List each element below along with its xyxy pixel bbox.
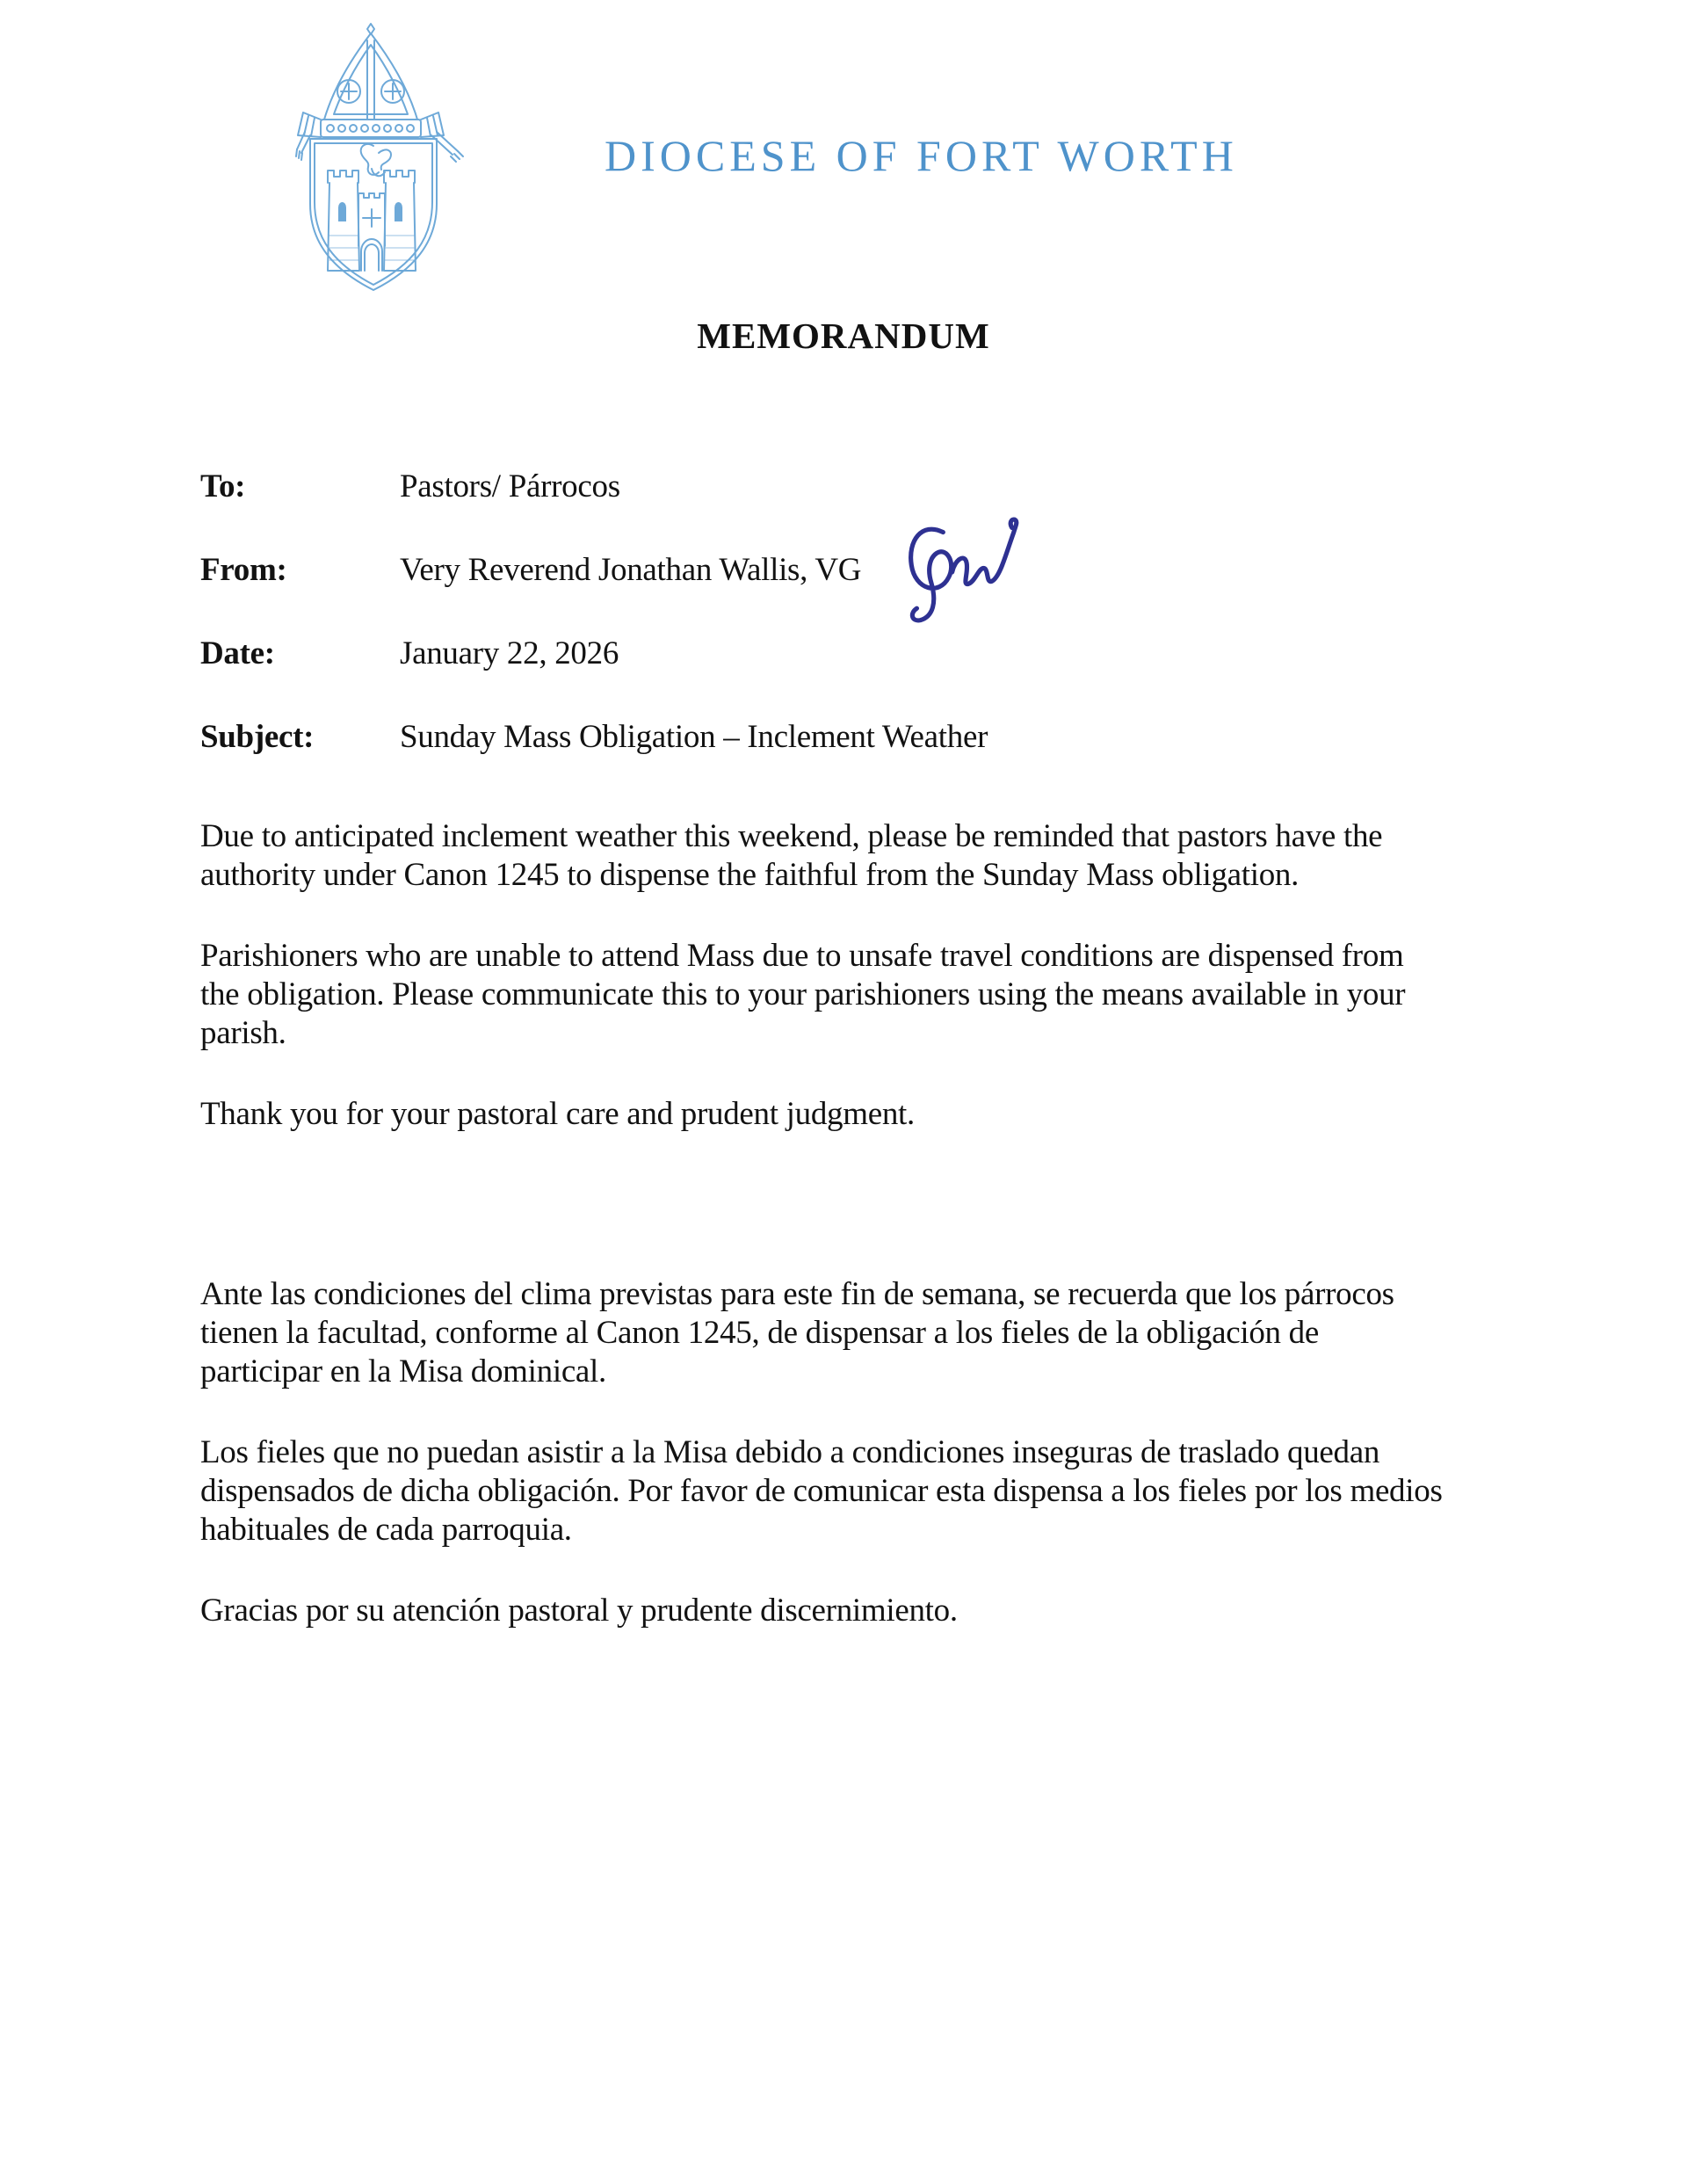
paragraph-es-1 xyxy=(200,1275,1510,1391)
memo-field-date xyxy=(200,635,1510,673)
organization-name: DIOCESE OF FORT WORTH xyxy=(605,131,1238,180)
text-line: Ante las condiciones del clima previstas para este fin de semana, se recuerda que los párrocos xyxy=(200,1276,1394,1312)
field-value-from: Very Reverend Jonathan Wallis, VG xyxy=(400,552,862,588)
text-line: dispensados de dicha obligación. Por favor de comunicar esta dispensa a los fieles por los medios xyxy=(200,1473,1443,1509)
memo-field-to xyxy=(200,468,1510,506)
diocese-crest-icon xyxy=(294,21,479,295)
text-line: tienen la facultad, conforme al Canon 1245, de dispensar a los fieles de la obligación de xyxy=(200,1315,1319,1351)
field-label-from: From: xyxy=(200,552,287,588)
field-value-date: January 22, 2026 xyxy=(400,635,619,671)
paragraph-en-1 xyxy=(200,817,1510,895)
crest-linework xyxy=(296,24,463,290)
text-line: Gracias por su atención pastoral y prudente discernimiento. xyxy=(200,1593,958,1629)
text-line: parish. xyxy=(200,1015,286,1051)
text-line: Los fieles que no puedan asistir a la Misa debido a condiciones inseguras de traslado quedan xyxy=(200,1434,1380,1470)
castle-window-left xyxy=(338,202,346,221)
text-line: participar en la Misa dominical. xyxy=(200,1353,606,1389)
paragraph-es-3 xyxy=(200,1592,1510,1630)
text-line: authority under Canon 1245 to dispense the faithful from the Sunday Mass obligation. xyxy=(200,857,1300,893)
text-line: the obligation. Please communicate this to your parishioners using the means available in your xyxy=(200,976,1406,1012)
paragraph-en-2 xyxy=(200,937,1510,1053)
castle-window-right xyxy=(395,202,402,221)
memo-content xyxy=(200,468,1510,1630)
memo-field-subject xyxy=(200,718,1510,757)
memo-title: MEMORANDUM xyxy=(697,316,990,356)
text-line: Due to anticipated inclement weather this weekend, please be reminded that pastors have the xyxy=(200,818,1383,854)
paragraph-en-3 xyxy=(200,1095,1510,1134)
field-label-date: Date: xyxy=(200,635,275,671)
field-label-to: To: xyxy=(200,468,246,504)
text-line: Thank you for your pastoral care and prudent judgment. xyxy=(200,1096,915,1132)
text-line: Parishioners who are unable to attend Mass due to unsafe travel conditions are dispensed from xyxy=(200,938,1404,974)
paragraph-es-2 xyxy=(200,1433,1510,1549)
field-value-to: Pastors/ Párrocos xyxy=(400,468,620,504)
field-value-subject: Sunday Mass Obligation – Inclement Weather xyxy=(400,719,988,755)
text-line: habituales de cada parroquia. xyxy=(200,1512,572,1548)
memo-field-from xyxy=(200,551,1510,590)
field-label-subject: Subject: xyxy=(200,719,315,755)
